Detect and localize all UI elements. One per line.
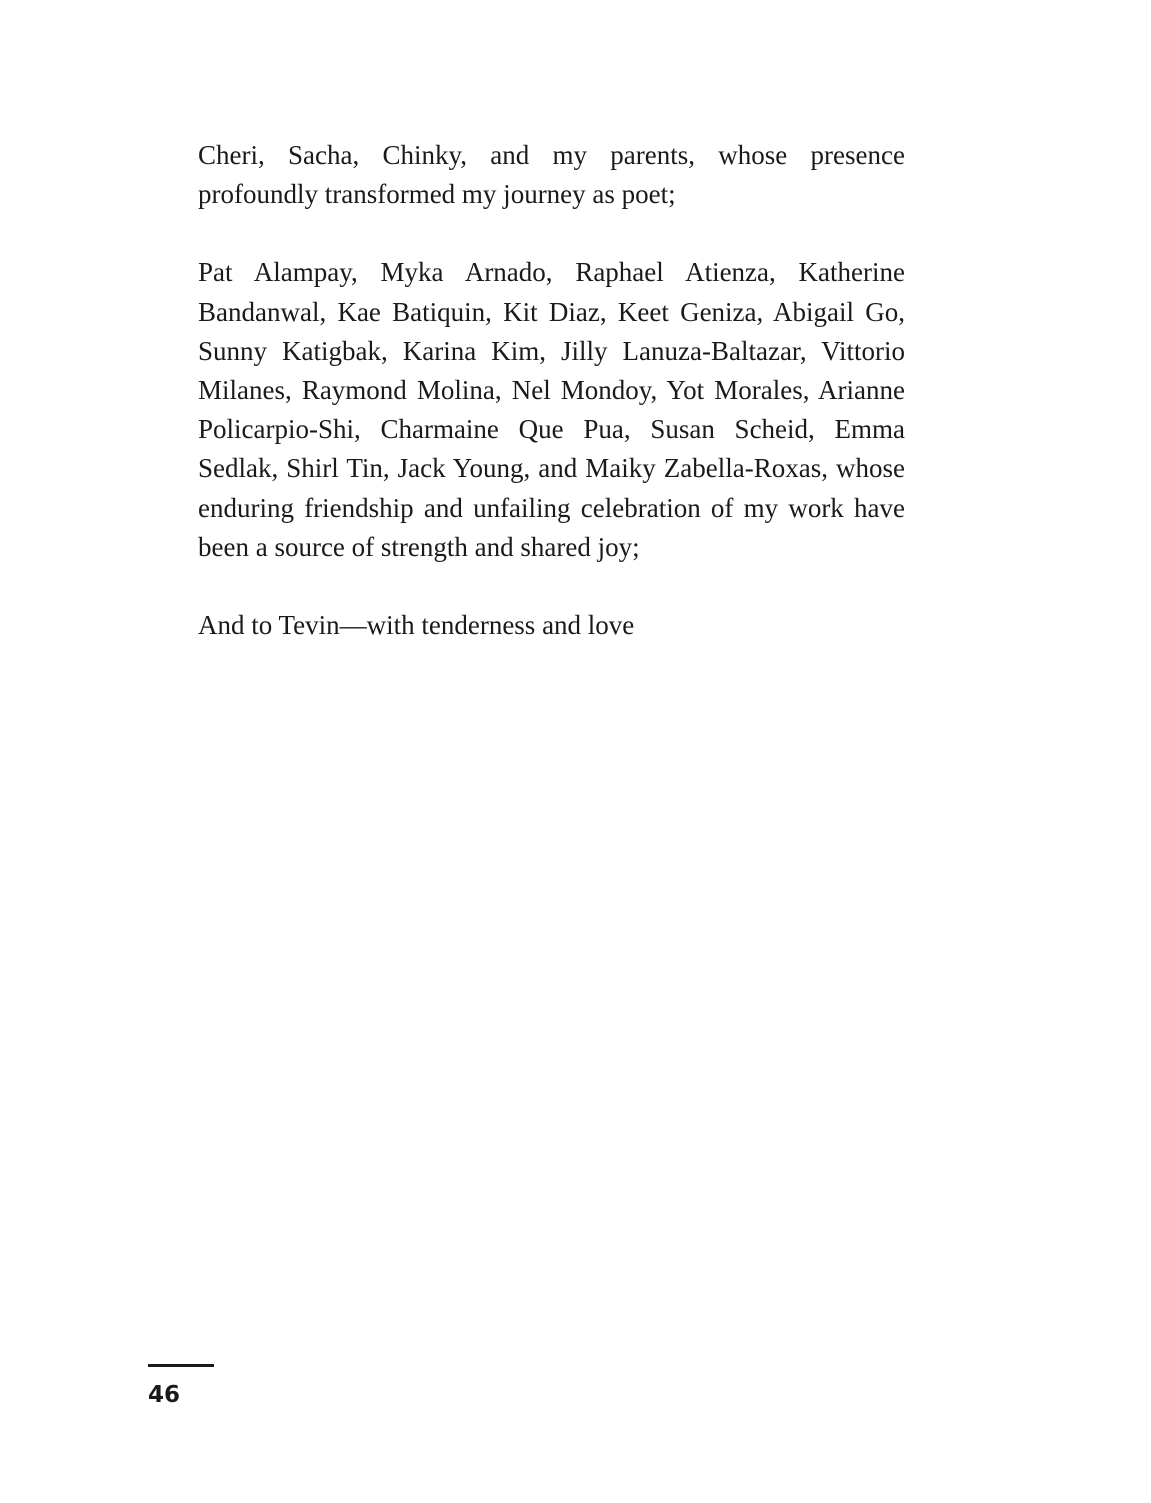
acknowledgements-text — [198, 136, 905, 645]
page-number: 46 — [148, 1382, 181, 1408]
paragraph-friends: Pat Alampay, Myka Arnado, Raphael Atienza, Katherine Bandanwal, Kae Batiquin, Kit Diaz, Keet Geniza, Abigail Go, Sunny Katigbak, Karina Kim, Jilly Lanuza-Baltazar, Vittorio Milanes, Raymond Molina, Nel Mondoy, Yot Morales, Arianne Policarpio-Shi, Charmaine Que Pua, Susan Scheid, Emma Sedlak, Shirl Tin, Jack Young, and Maiky Zabella-Roxas, whose enduring friendship and unfailing celebration of my work have been a source of strength and shared joy; — [198, 257, 905, 562]
paragraph-family: Cheri, Sacha, Chinky, and my parents, whose presence profoundly transformed my journey as poet; — [198, 140, 905, 210]
paragraph-dedication: And to Tevin—with tenderness and love — [198, 610, 635, 641]
page-number-rule — [148, 1364, 214, 1367]
